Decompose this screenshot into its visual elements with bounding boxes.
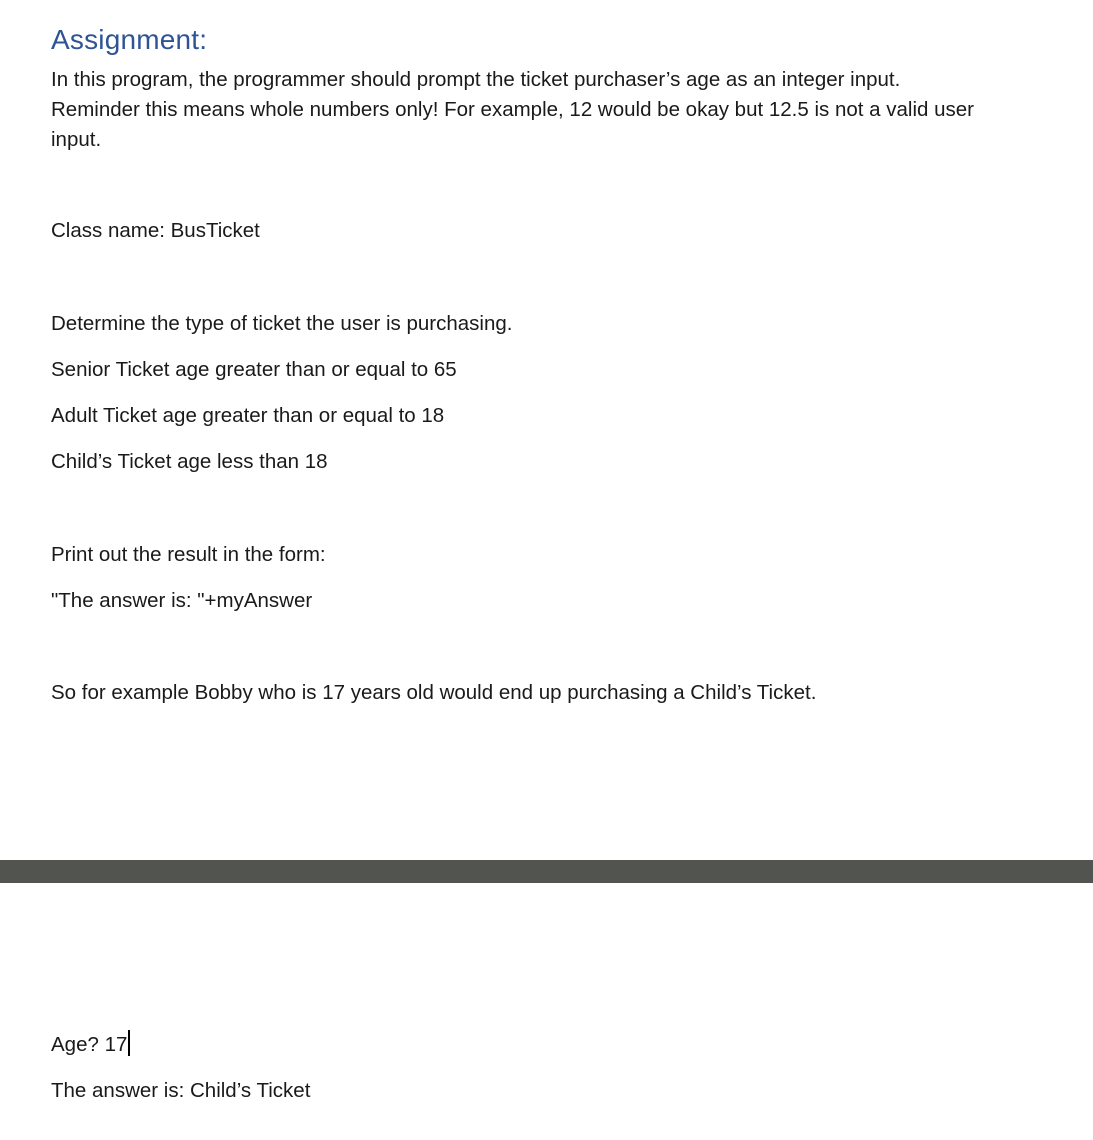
print-intro-line: Print out the result in the form:: [51, 543, 326, 566]
age-input-value[interactable]: 17: [104, 1033, 128, 1056]
class-name-line: Class name: BusTicket: [51, 219, 260, 242]
console-output: [0, 883, 1093, 1140]
age-prompt-line: [51, 1030, 130, 1060]
answer-output-line: The answer is: Child’s Ticket: [51, 1079, 311, 1102]
assignment-heading: Assignment:: [51, 24, 208, 55]
print-format-line: "The answer is: "+myAnswer: [51, 589, 313, 612]
intro-line-3: input.: [51, 128, 102, 151]
age-prompt-label: Age?: [51, 1033, 105, 1056]
determine-line: Determine the type of ticket the user is purchasing.: [51, 312, 513, 335]
intro-line-1: In this program, the programmer should prompt the ticket purchaser’s age as an integer input.: [51, 68, 901, 91]
rule-adult: Adult Ticket age greater than or equal to 18: [51, 404, 445, 427]
rule-child: Child’s Ticket age less than 18: [51, 450, 328, 473]
example-line: So for example Bobby who is 17 years old would end up purchasing a Child’s Ticket.: [51, 681, 817, 704]
page-divider: [0, 860, 1093, 883]
rule-senior: Senior Ticket age greater than or equal to 65: [51, 358, 457, 381]
text-cursor: [128, 1030, 130, 1056]
intro-line-2: Reminder this means whole numbers only! For example, 12 would be okay but 12.5 is not a valid user: [51, 98, 974, 121]
intro-paragraph: [51, 65, 1041, 155]
